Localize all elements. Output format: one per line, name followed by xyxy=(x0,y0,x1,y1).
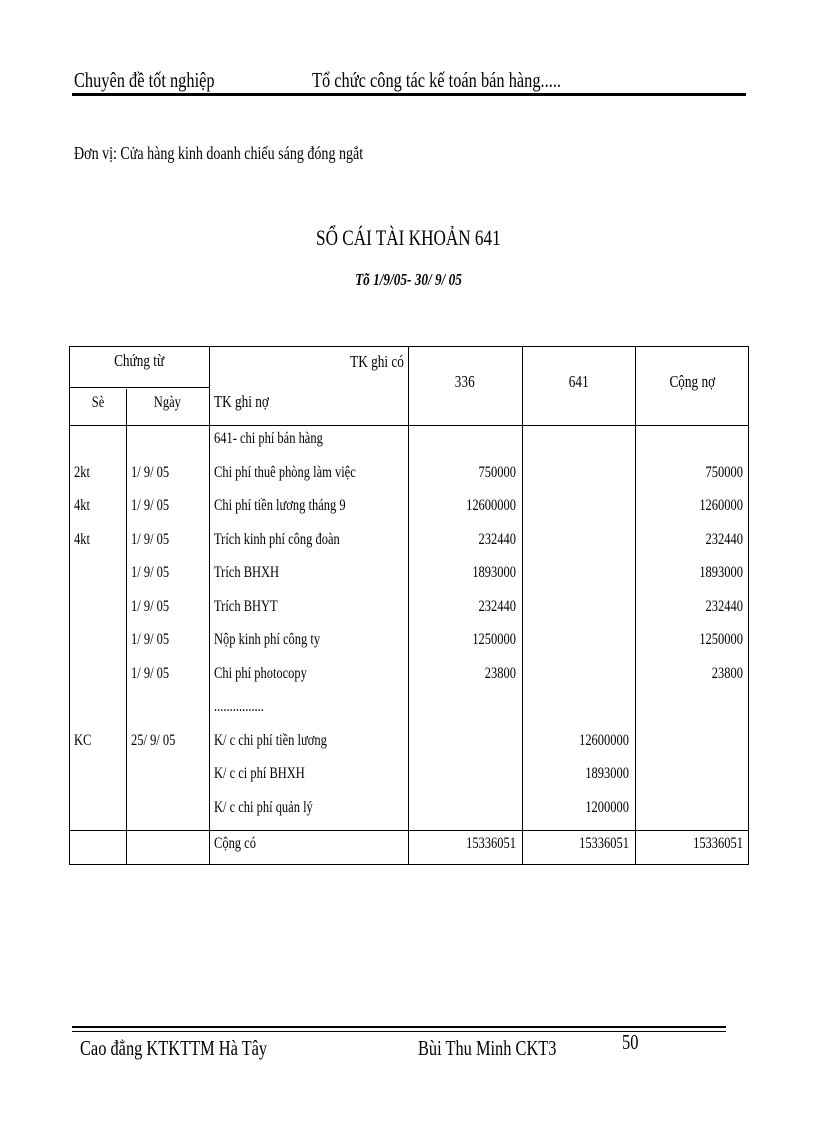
row-336: 12600000 xyxy=(466,497,516,514)
row-description: Trích BHYT xyxy=(214,597,278,615)
row-cong-no xyxy=(635,697,743,717)
row-cong-no: 1893000 xyxy=(699,564,743,581)
row-so xyxy=(74,630,126,650)
row-336: 750000 xyxy=(478,463,516,481)
row-336 xyxy=(408,731,516,751)
row-so xyxy=(74,664,126,684)
page-title: SỔ CÁI TÀI KHOẢN 641 xyxy=(315,225,501,250)
divider-header-bottom xyxy=(70,425,748,426)
row-so xyxy=(74,597,126,617)
row-641: 1893000 xyxy=(585,765,629,782)
row-ngay: 1/ 9/ 05 xyxy=(131,597,170,615)
row-cong-no: 232440 xyxy=(705,597,743,615)
page-number: 50 xyxy=(622,1030,639,1054)
row-ngay xyxy=(131,764,209,784)
row-336: 23800 xyxy=(484,664,516,682)
row-336: 1893000 xyxy=(472,564,516,581)
row-description: K/ c chi phí tiền lương xyxy=(214,731,327,749)
row-so xyxy=(74,697,126,717)
row-ngay xyxy=(131,429,209,449)
row-cong-no: 750000 xyxy=(705,463,743,481)
row-so xyxy=(74,798,126,818)
ledger-table xyxy=(69,346,749,865)
row-so: KC xyxy=(74,731,92,749)
row-336 xyxy=(408,798,516,818)
header-ngay: Ngày xyxy=(153,394,182,411)
header-cong-no: Cộng nợ xyxy=(669,372,716,391)
row-so xyxy=(74,764,126,784)
header-so: Sè xyxy=(91,394,105,411)
row-so xyxy=(74,429,126,449)
row-cong-no: 1250000 xyxy=(699,631,743,648)
divider-so-ngay xyxy=(126,389,127,864)
header-tk-ghi-co: TK ghi có xyxy=(350,352,404,371)
row-ngay: 25/ 9/ 05 xyxy=(131,731,176,749)
row-description: Chi phí thuê phòng làm việc xyxy=(214,463,356,481)
row-so: 2kt xyxy=(74,463,90,481)
total-cong-no: 15336051 xyxy=(693,835,743,852)
row-description: K/ c chi phí quản lý xyxy=(214,798,313,816)
row-cong-no xyxy=(635,764,743,784)
divider-total-top xyxy=(70,830,748,831)
unit-line: Đơn vị: Cửa hàng kinh doanh chiếu sáng đóng ngắt xyxy=(74,143,364,163)
row-ngay: 1/ 9/ 05 xyxy=(131,463,170,481)
row-description: Chi phí tiền lương tháng 9 xyxy=(214,497,346,514)
row-336 xyxy=(408,429,516,449)
total-641: 15336051 xyxy=(579,835,629,852)
row-description: Chi phí photocopy xyxy=(214,664,307,682)
header-right: Tổ chức công tác kế toán bán hàng..... xyxy=(312,68,562,92)
row-336: 232440 xyxy=(478,597,516,615)
footer-rule xyxy=(72,1026,726,1028)
row-description: Trích kinh phí công đoàn xyxy=(214,530,340,548)
row-cong-no: 1260000 xyxy=(699,497,743,514)
row-ngay: 1/ 9/ 05 xyxy=(131,530,170,548)
total-336: 15336051 xyxy=(466,835,516,852)
row-641 xyxy=(522,630,629,650)
row-so xyxy=(74,563,126,583)
row-ngay: 1/ 9/ 05 xyxy=(131,497,170,514)
row-cong-no: 232440 xyxy=(705,530,743,548)
row-cong-no xyxy=(635,429,743,449)
row-641 xyxy=(522,463,629,483)
header-641: 641 xyxy=(568,372,589,391)
row-cong-no xyxy=(635,731,743,751)
footer-author: Bùi Thu Minh CKT3 xyxy=(418,1036,557,1060)
row-641 xyxy=(522,530,629,550)
row-641 xyxy=(522,597,629,617)
row-ngay xyxy=(131,697,209,717)
row-ngay xyxy=(131,798,209,818)
row-336 xyxy=(408,764,516,784)
header-left: Chuyên đề tốt nghiệp xyxy=(74,68,215,92)
row-641 xyxy=(522,563,629,583)
row-641: 12600000 xyxy=(579,731,629,749)
row-cong-no: 23800 xyxy=(711,664,743,682)
row-description: Trích BHXH xyxy=(214,564,280,581)
row-336: 1250000 xyxy=(472,631,516,648)
header-tk-ghi-no: TK ghi nợ xyxy=(214,392,269,411)
row-641 xyxy=(522,697,629,717)
header-chung-tu: Chứng từ xyxy=(114,351,165,370)
footer-school: Cao đẳng KTKTTM Hà Tây xyxy=(80,1036,268,1060)
row-ngay: 1/ 9/ 05 xyxy=(131,564,170,581)
header-rule xyxy=(72,93,746,96)
total-label: Cộng có xyxy=(214,835,256,852)
row-cong-no xyxy=(635,798,743,818)
header-336: 336 xyxy=(455,372,475,391)
row-641: 1200000 xyxy=(585,798,629,816)
row-description: 641- chi phí bán hàng xyxy=(214,430,323,447)
row-336: 232440 xyxy=(478,530,516,548)
row-so: 4kt xyxy=(74,530,90,548)
period-subtitle: Tõ 1/9/05- 30/ 9/ 05 xyxy=(354,270,462,289)
row-ngay: 1/ 9/ 05 xyxy=(131,664,170,682)
row-description: Nộp kinh phí công ty xyxy=(214,631,321,648)
row-so: 4kt xyxy=(74,497,90,514)
row-641 xyxy=(522,664,629,684)
row-ngay: 1/ 9/ 05 xyxy=(131,631,170,648)
row-641 xyxy=(522,496,629,516)
divider-chungtu xyxy=(70,387,209,388)
row-641 xyxy=(522,429,629,449)
row-description: ................ xyxy=(214,698,264,715)
row-description: K/ c ci phí BHXH xyxy=(214,765,305,782)
row-336 xyxy=(408,697,516,717)
